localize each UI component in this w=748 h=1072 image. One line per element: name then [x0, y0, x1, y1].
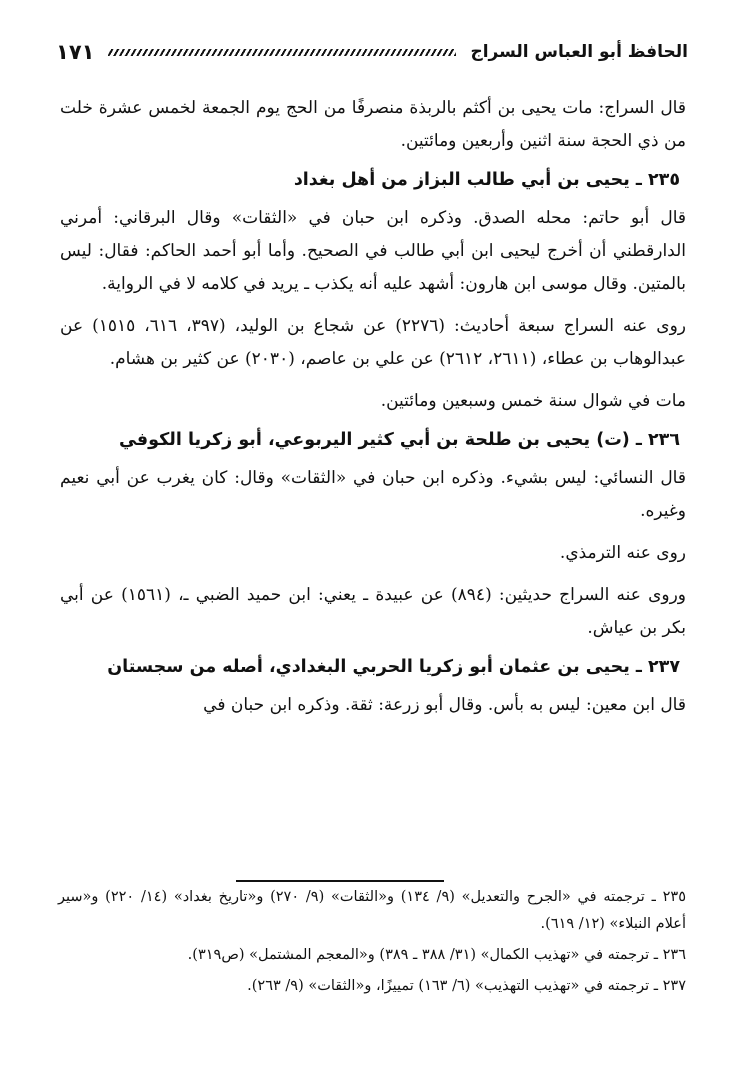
paragraph: وروى عنه السراج حديثين: (٨٩٤) عن عبيدة ـ يعني: ابن حميد الضبي ـ، (١٥٦١) عن أبي بكر بن عياش.	[60, 585, 686, 638]
footnote: ٢٣٦ ـ ترجمته في «تهذيب الكمال» (٣١/ ٣٨٨ ـ ٣٨٩) و«المعجم المشتمل» (ص٣١٩).	[187, 947, 686, 963]
paragraph: قال أبو حاتم: محله الصدق. وذكره ابن حبان في «الثقات» وقال البرقاني: أمرني الدارقطني أن أخرج ليحيى ابن أبي طالب في الصحيح. وأما أبو أحمد الحاكم: فقال: ليس بالمتين. وقال موسى ابن هارون: أشهد عليه أنه يكذب ـ يريد في كلامه لا في الرواية.	[60, 208, 686, 294]
footnote: ٢٣٧ ـ ترجمته في «تهذيب التهذيب» (٦/ ١٦٣) تمييزًا، و«الثقات» (٩/ ٢٦٣).	[247, 978, 686, 994]
paragraph: قال النسائي: ليس بشيء. وذكره ابن حبان في «الثقات» وقال: كان يغرب عن أبي نعيم وغيره.	[60, 468, 686, 521]
footnote-separator	[236, 880, 444, 882]
entry-heading: ٢٣٥ ـ يحيى بن أبي طالب البزاز من أهل بغداد	[293, 170, 680, 190]
paragraph: قال ابن معين: ليس به بأس. وقال أبو زرعة: ثقة. وذكره ابن حبان في	[203, 695, 686, 715]
header-rule	[108, 49, 456, 56]
paragraph: روى عنه السراج سبعة أحاديث: (٢٢٧٦) عن شجاع بن الوليد، (٣٩٧، ٦١٦، ١٥١٥) عن عبدالوهاب بن عطاء، (٢٦١١، ٢٦١٢) عن علي بن عاصم، (٢٠٣٠) عن كثير بن هشام.	[60, 316, 687, 369]
footnote: ٢٣٥ ـ ترجمته في «الجرح والتعديل» (٩/ ١٣٤) و«الثقات» (٩/ ٢٧٠) و«تاريخ بغداد» (١٤/ ٢٢٠) و«سير أعلام النبلاء» (١٢/ ٦١٩).	[58, 889, 686, 932]
paragraph: روى عنه الترمذي.	[559, 543, 686, 563]
main-text	[60, 92, 686, 722]
page-number: ١٧١	[56, 40, 95, 64]
entry-heading: ٢٣٧ ـ يحيى بن عثمان أبو زكريا الحربي البغدادي، أصله من سجستان	[107, 657, 680, 677]
paragraph: قال السراج: مات يحيى بن أكثم بالربذة منصرفًا من الحج يوم الجمعة لخمس عشرة خلت من ذي الحجة سنة اثنين وأربعين ومائتين.	[60, 98, 686, 151]
footnotes	[58, 884, 686, 1000]
paragraph: مات في شوال سنة خمس وسبعين ومائتين.	[380, 391, 686, 411]
page-header	[56, 32, 688, 72]
running-title: الحافظ أبو العباس السراج	[470, 42, 688, 62]
entry-heading: ٢٣٦ ـ (ت) يحيى بن طلحة بن أبي كثير اليربوعي، أبو زكريا الكوفي	[118, 430, 680, 450]
